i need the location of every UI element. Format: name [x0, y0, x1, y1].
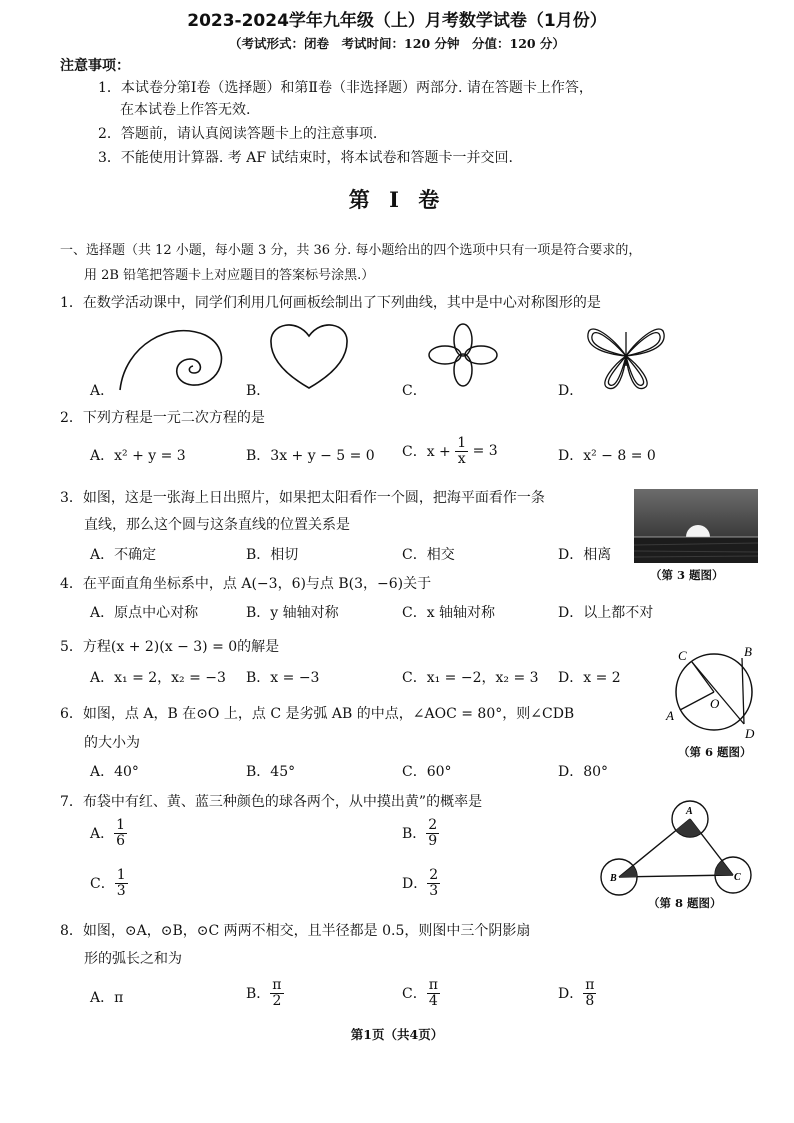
q1-option-c: C．: [402, 383, 427, 399]
q7-option-b-label: B．: [402, 826, 427, 843]
q7-text: 7．布袋中有红、黄、蓝三种颜色的球各两个，从中摸出黄”的概率是: [60, 794, 483, 810]
q5-option-d: D．x = 2: [558, 670, 621, 686]
q5-option-a: A．x₁ = 2，x₂ = −3: [90, 670, 226, 686]
q8-c-num: π: [428, 977, 438, 993]
q6-label-b: B: [744, 644, 752, 659]
page-footer: 第1页（共4页）: [350, 1027, 444, 1042]
q2-frac-num: 1: [457, 435, 467, 451]
q7-c-den: 3: [116, 882, 126, 899]
note-item-1: 1．本试卷分第Ⅰ卷（选择题）和第Ⅱ卷（非选择题）两部分. 请在答题卡上作答，: [98, 80, 593, 96]
exam-title: 2023-2024学年九年级（上）月考数学试卷（1月份）: [187, 11, 607, 31]
q7-option-c: [90, 868, 128, 898]
q2-text: 2．下列方程是一元二次方程的是: [60, 410, 265, 426]
q1-figure-heart: [268, 318, 350, 390]
q8-d-den: 8: [585, 992, 595, 1009]
section-instructions-cont: 用 2B 铅笔把答题卡上对应题目的答案标号涂黑.）: [84, 268, 375, 283]
q2-option-c-fraction: [455, 436, 468, 466]
q8-d-num: π: [585, 977, 595, 993]
q6-option-b: B．45°: [246, 764, 296, 780]
q2-option-b: B．3x + y − 5 = 0: [246, 448, 375, 464]
q1-figure-spiral: [110, 315, 230, 395]
q7-d-num: 2: [429, 867, 439, 883]
q8-b-den: 2: [272, 992, 282, 1009]
note-item-3: 3．不能使用计算器. 考 AF 试结束时，将本试卷和答题卡一并交回.: [98, 150, 513, 166]
q1-option-a: A．: [90, 383, 115, 399]
q8-option-d-label: D．: [558, 986, 584, 1003]
q2-option-a: A．x² + y = 3: [90, 448, 186, 464]
q3-sunrise-photo: [634, 489, 758, 563]
q2-option-c: [402, 436, 498, 466]
q6-circle-figure: [664, 644, 764, 740]
q8-figure-caption: （第 8 题图）: [648, 896, 722, 910]
q7-option-d-label: D．: [402, 876, 428, 893]
q8-triangle-circles-figure: [600, 800, 756, 896]
q7-option-c-label: C．: [90, 876, 115, 893]
q1-figure-clover: [428, 322, 498, 388]
q8-option-c: [402, 978, 440, 1008]
q4-option-c: C．x 轴轴对称: [402, 605, 496, 621]
q7-a-den: 6: [116, 832, 126, 849]
q2-option-d: D．x² − 8 = 0: [558, 448, 656, 464]
q8-option-b-label: B．: [246, 986, 271, 1003]
q2-option-c-tail: = 3: [472, 443, 498, 460]
q7-b-den: 9: [428, 832, 438, 849]
q4-text: 4．在平面直角坐标系中，点 A(−3，6)与点 B(3，−6)关于: [60, 576, 432, 592]
q6-label-d: D: [745, 726, 755, 741]
q3-option-b: B．相切: [246, 547, 299, 563]
note-item-1-cont: 在本试卷上作答无效.: [120, 102, 251, 118]
section-instructions: 一、选择题（共 12 小题，每小题 3 分，共 36 分. 每小题给出的四个选项中只有一项是符合要求的，: [60, 243, 642, 258]
notes-heading: 注意事项：: [60, 58, 130, 74]
q6-text-line2: 的大小为: [84, 735, 140, 751]
q8-b-num: π: [272, 977, 282, 993]
q8-label-b: B: [610, 873, 617, 884]
exam-subtitle: （考试形式：闭卷 考试时间：120 分钟 分值：120 分）: [229, 36, 565, 51]
q6-label-o: O: [710, 696, 720, 711]
q8-label-a: A: [686, 806, 693, 817]
q7-option-a: [90, 818, 127, 848]
q8-option-a: A．π: [90, 990, 124, 1006]
q8-option-b-fraction: [270, 978, 283, 1008]
q1-figure-butterfly: [584, 318, 668, 392]
q8-text-line1: 8．如图，⊙A，⊙B，⊙C 两两不相交，且半径都是 0.5，则图中三个阴影扇: [60, 923, 531, 939]
q8-option-c-label: C．: [402, 986, 427, 1003]
q8-text-line2: 形的弧长之和为: [84, 951, 182, 967]
q6-option-d: D．80°: [558, 764, 609, 780]
q1-option-d: D．: [558, 383, 584, 399]
q6-label-c: C: [678, 648, 687, 663]
q1-option-b: B．: [246, 383, 271, 399]
q7-d-den: 3: [429, 882, 439, 899]
q6-label-a: A: [666, 708, 674, 723]
q7-option-b-fraction: [426, 818, 439, 848]
q4-option-a: A．原点中心对称: [90, 605, 199, 621]
q4-option-b: B．y 轴轴对称: [246, 605, 339, 621]
q6-option-c: C．60°: [402, 764, 452, 780]
q3-figure-caption: （第 3 题图）: [650, 568, 724, 582]
q7-b-num: 2: [428, 817, 438, 833]
q7-a-num: 1: [116, 817, 126, 833]
q7-option-c-fraction: [115, 868, 128, 898]
q3-text-line2: 直线，那么这个圆与这条直线的位置关系是: [84, 517, 350, 533]
q3-option-a: A．不确定: [90, 547, 157, 563]
q8-c-den: 4: [428, 992, 438, 1009]
q8-option-c-fraction: [427, 978, 440, 1008]
q3-option-c: C．相交: [402, 547, 455, 563]
q7-option-d: [402, 868, 440, 898]
q2-option-c-lead: C．x +: [402, 444, 451, 461]
q4-option-d: D．以上都不对: [558, 605, 654, 621]
q5-option-c: C．x₁ = −2，x₂ = 3: [402, 670, 539, 686]
q7-option-a-label: A．: [90, 826, 115, 843]
q3-text-line1: 3．如图，这是一张海上日出照片，如果把太阳看作一个圆，把海平面看作一条: [60, 490, 545, 506]
q8-option-d: [558, 978, 596, 1008]
q5-option-b: B．x = −3: [246, 670, 320, 686]
q5-text: 5．方程(x + 2)(x − 3) = 0的解是: [60, 639, 280, 655]
q2-frac-den: x: [457, 450, 466, 467]
q7-option-a-fraction: [114, 818, 127, 848]
q8-option-b: [246, 978, 284, 1008]
volume-title: 第 Ⅰ 卷: [348, 187, 446, 212]
q6-figure-caption: （第 6 题图）: [678, 745, 752, 759]
q3-option-d: D．相离: [558, 547, 612, 563]
q8-label-c: C: [734, 872, 741, 883]
q7-option-d-fraction: [427, 868, 440, 898]
q6-option-a: A．40°: [90, 764, 139, 780]
q7-option-b: [402, 818, 439, 848]
q1-text: 1．在数学活动课中，同学们利用几何画板绘制出了下列曲线，其中是中心对称图形的是: [60, 295, 601, 311]
q8-option-d-fraction: [583, 978, 596, 1008]
q6-text-line1: 6．如图，点 A，B 在⊙O 上，点 C 是劣弧 AB 的中点，∠AOC = 80°，则∠CDB: [60, 706, 575, 722]
q7-c-num: 1: [116, 867, 126, 883]
note-item-2: 2．答题前，请认真阅读答题卡上的注意事项.: [98, 126, 378, 142]
